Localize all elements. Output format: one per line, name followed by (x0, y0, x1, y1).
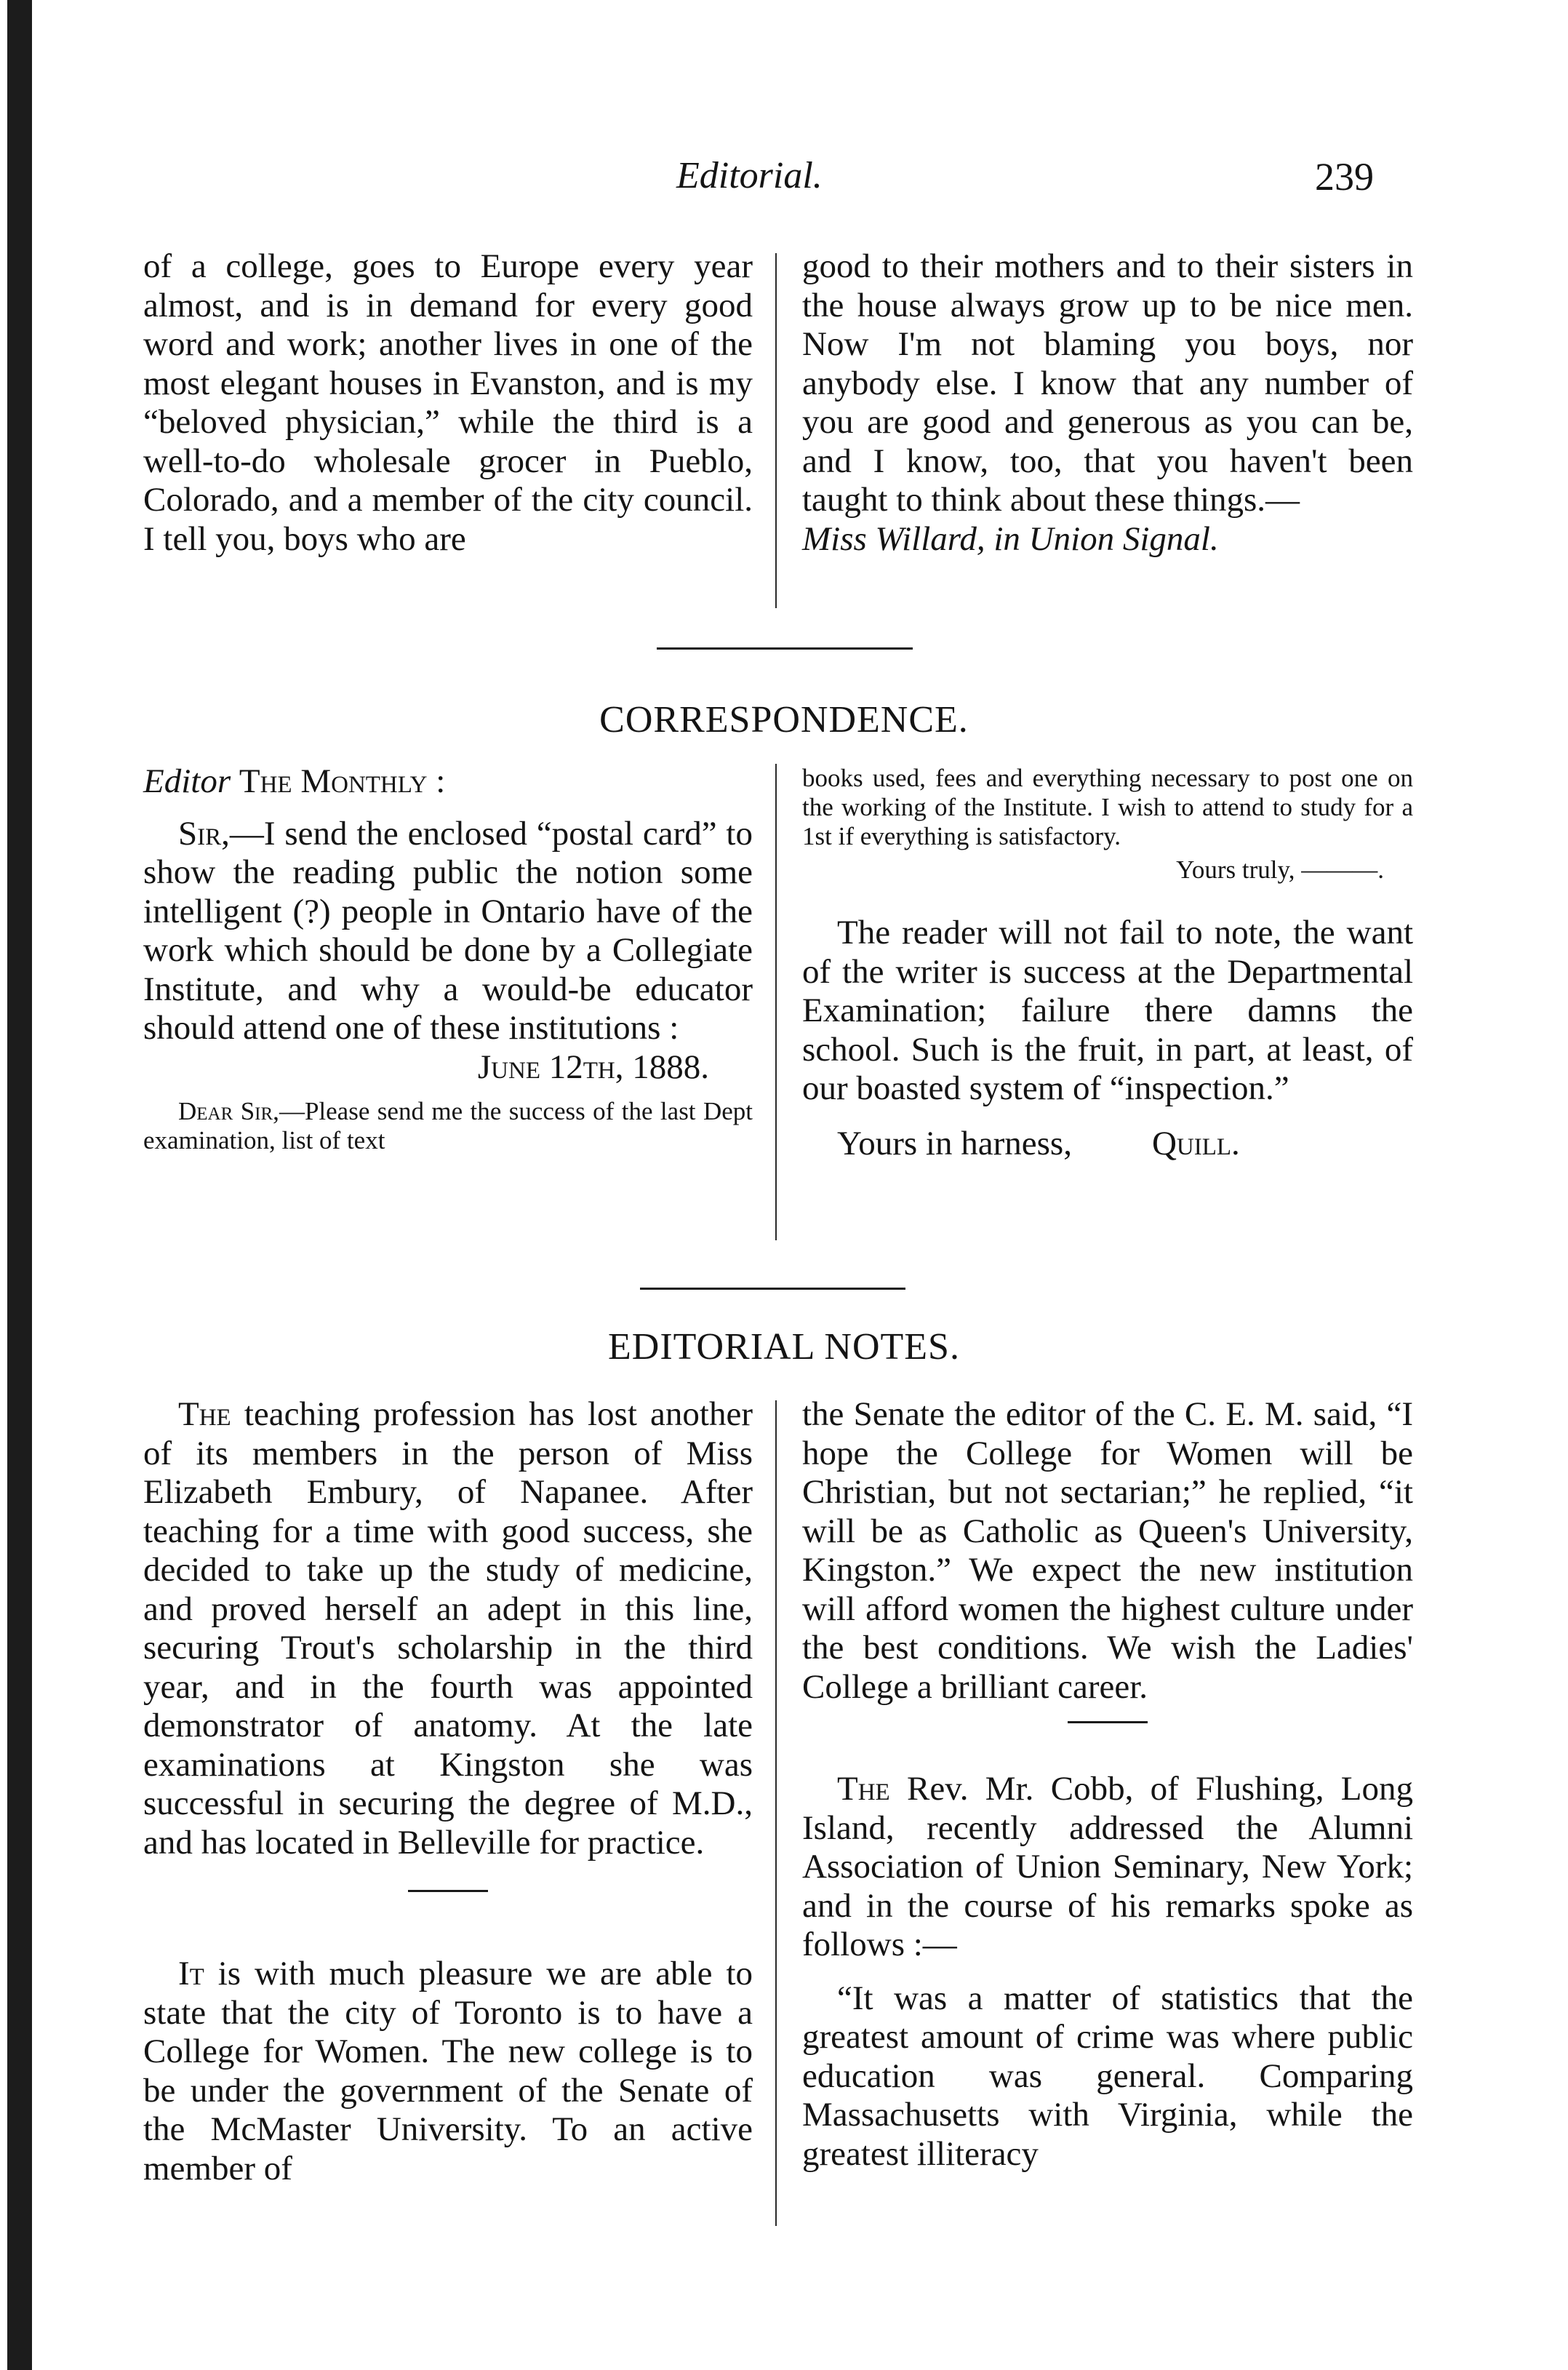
note-separator (408, 1890, 488, 1892)
top-right-column (802, 247, 1413, 559)
correspondence-heading: CORRESPONDENCE. (599, 699, 969, 741)
card-dear-sir: Dear Sir, (178, 1097, 279, 1125)
card-text-right: books used, fees and everything necessary to post one on the working of the Institute. I wish to attend to study for a 1st if everything is satisfactory. (802, 764, 1413, 850)
card-closing-text: Yours truly, (1176, 855, 1295, 884)
note-separator (1068, 1721, 1148, 1723)
note-college-cont: the Senate the editor of the C. E. M. said, “I hope the College for Women will be Christian, but not sectarian;” he replied, “it will be as Catholic as Queen's University, Kingston.” We expect the new institution will afford women the highest culture under the best conditions. We wish the Ladies' College a brilliant career. (802, 1395, 1413, 1706)
column-divider (775, 764, 777, 1240)
top-left-column (143, 247, 753, 559)
letter-text: —I send the enclosed “postal card” to show the reading public the notion some intelligent (?) people in Ontario have of the work which should be done by a Collegiate Institute, and why a would-be educator should attend one of these institutions : (143, 814, 753, 1047)
card-dash: ———. (1301, 855, 1384, 884)
note-text: teaching profession has lost another of its members in the person of Miss Elizabeth Embury, of Napanee. After teaching for a time with good success, she decided to take up the study of medicine, and proved herself an adept in this line, securing Trout's scholarship in the third year, and in the fourth was appointed demonstrator of anatomy. At the late examinations at Kingston she was successful in securing the degree of M.D., and has located in Belleville for practice. (143, 1395, 753, 1862)
postal-card-start (143, 1097, 753, 1155)
column-divider (775, 1400, 777, 2226)
note-lead: The (178, 1395, 231, 1433)
note-text: Rev. Mr. Cobb, of Flushing, Long Island, recently addressed the Alumni Association of Union Seminary, New York; and in the course of his remarks spoke as follows :— (802, 1770, 1413, 1963)
correspondence-left-column (143, 762, 753, 1155)
book-binding-edge (7, 0, 32, 2370)
letter-body (143, 815, 753, 1048)
note-cobb (802, 1770, 1413, 1965)
note-quote: “It was a matter of statistics that the greatest amount of crime was where public education was general. Comparing Massachusetts with Virginia, while the greatest illiteracy (802, 1979, 1413, 2173)
signature: Quill. (1151, 1124, 1240, 1162)
letter-sir: Sir, (178, 814, 230, 853)
signoff (802, 1125, 1413, 1164)
top-left-text: of a college, goes to Europe every year almost, and is in demand for every good word and work; another lives in one of the most elegant houses in Evanston, and is my “beloved physician,” while the third is a well-to-do wholesale grocer in Pueblo, Colorado, and a member of the city council. I tell you, boys who are (143, 247, 753, 558)
correspondence-right-column (802, 764, 1413, 1163)
attribution: Miss Willard, in Union Signal. (802, 519, 1219, 558)
column-divider (775, 253, 777, 608)
salutation (143, 762, 753, 802)
note-embury (143, 1395, 753, 1862)
letter-date: June 12th, 1888. (477, 1048, 709, 1086)
salutation-editor: Editor (143, 762, 231, 800)
page-number: 239 (1315, 155, 1374, 199)
card-closing (802, 855, 1384, 885)
top-right-text: good to their mothers and to their sisters in the house always grow up to be nice men. Now I'm not blaming you boys, nor anybody else. I know that any number of you are good and generous as you can be, and I know, too, that you haven't been taught to think about these things.— (802, 247, 1413, 519)
comment: The reader will not fail to note, the want of the writer is success at the Departmental Examination; failure there damns the school. Such is the fruit, in part, at least, of our boasted system of “inspection.” (802, 914, 1413, 1107)
section-rule (640, 1288, 905, 1290)
editorial-notes-heading: EDITORIAL NOTES. (608, 1326, 960, 1368)
note-college-start (143, 1955, 753, 2188)
note-lead: It (178, 1955, 204, 1992)
note-lead: The (837, 1770, 890, 1808)
note-text: is with much pleasure we are able to state that the city of Toronto is to have a College for Women. The new college is to be under the government of the Senate of the McMaster University. To an active member of (143, 1955, 753, 2187)
card-text-left: —Please send me the success of the last Dept examination, list of text (143, 1097, 753, 1154)
notes-left-column (143, 1395, 753, 2188)
signoff-text: Yours in harness, (837, 1124, 1072, 1162)
salutation-monthly: The Monthly : (239, 762, 446, 800)
running-header: Editorial. (676, 155, 823, 196)
section-rule (657, 647, 913, 650)
notes-right-column (802, 1395, 1413, 2174)
